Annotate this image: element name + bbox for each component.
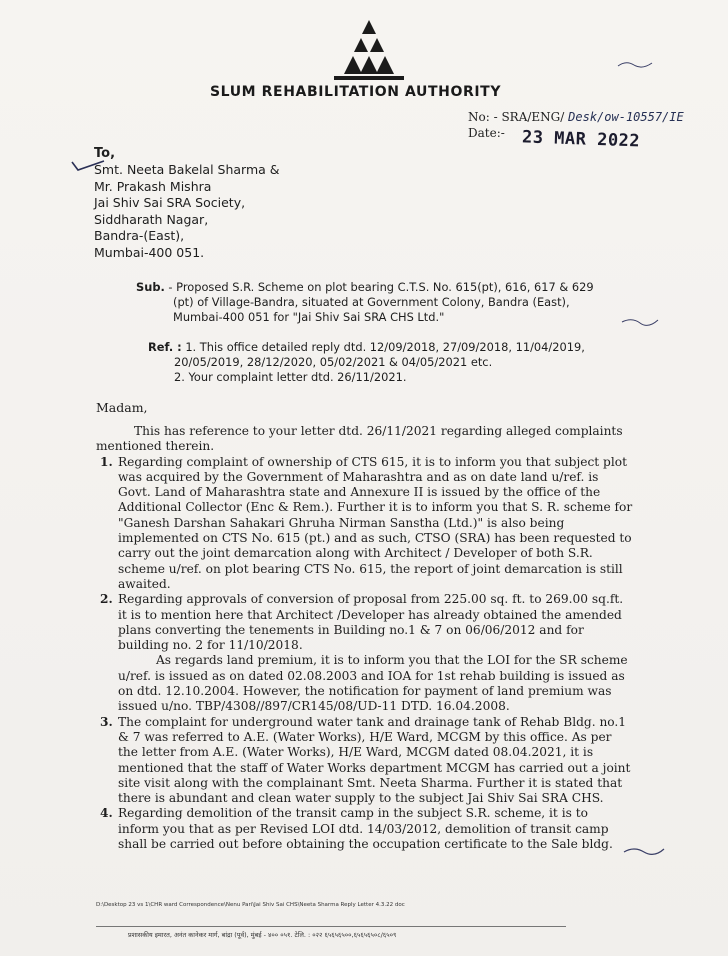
recipient-line: Bandra-(East),: [94, 228, 185, 244]
footer-divider: [96, 926, 566, 927]
reference-line: 20/05/2019, 28/12/2020, 05/02/2021 & 04/05/2021 etc.: [174, 355, 493, 370]
item-line: issued u/no. TBP/4308//897/CR145/08/UD-11 DTD. 16.04.2008.: [118, 699, 510, 714]
reference-line: 2. Your complaint letter dtd. 26/11/2021.: [174, 370, 407, 385]
recipient-address: [94, 162, 394, 262]
item-line: it is to mention here that Architect /Developer has already obtained the amended: [118, 607, 622, 622]
item-line: Regarding demolition of the transit camp in the subject S.R. scheme, it is to: [118, 806, 588, 821]
item-line: Regarding approvals of conversion of proposal from 225.00 sq. ft. to 269.00 sq.ft.: [118, 592, 624, 607]
item-number: 3.: [100, 714, 113, 729]
document-date-label: Date:-: [468, 126, 505, 140]
subject-line: - Proposed S.R. Scheme on plot bearing C.T.S. No. 615(pt), 616, 617 & 629: [168, 280, 594, 294]
footer-file-path: D:\Desktop 23 vs 1\CHR ward Correspondence\Nenu Pari\Jai Shiv Sai CHS\Neeta Sharma Reply Letter 4.3.22 doc: [96, 902, 405, 908]
item-line: awaited.: [118, 576, 171, 591]
recipient-line: Mr. Prakash Mishra: [94, 178, 212, 194]
recipient-line: Mumbai-400 051.: [94, 244, 205, 260]
date-stamp: 23 MAR 2022: [521, 127, 641, 152]
list-item: [96, 455, 648, 593]
reference-block: [148, 340, 668, 386]
item-line: Additional Collector (Enc & Rem.). Further it is to inform you that S. R. scheme for: [118, 500, 633, 515]
item-line: scheme u/ref. on plot bearing CTS No. 615, the report of joint demarcation is still: [118, 561, 623, 576]
subject-line: (pt) of Village-Bandra, situated at Government Colony, Bandra (East),: [173, 295, 570, 310]
item-line: The complaint for underground water tank and drainage tank of Rehab Bldg. no.1: [118, 714, 627, 729]
item-number: 4.: [100, 806, 113, 821]
item-line: implemented on CTS No. 615 (pt.) and as such, CTSO (SRA) has been requested to: [118, 531, 632, 546]
intro-line: This has reference to your letter dtd. 26/11/2021 regarding alleged complaints: [134, 424, 623, 438]
item-line: building no. 2 for 11/10/2018.: [118, 638, 303, 653]
item-line: shall be carried out before obtaining the occupation certificate to the Sale bldg.: [118, 837, 613, 852]
to-label: To,: [94, 146, 116, 161]
recipient-line: Jai Shiv Sai SRA Society,: [94, 195, 246, 211]
item-line: on dtd. 12.10.2004. However, the notification for payment of land premium was: [118, 684, 612, 699]
item-line: plans converting the tenements in Building no.1 & 7 on 06/06/2012 and for: [118, 622, 584, 637]
letter-body: [96, 424, 648, 852]
recipient-line: Siddharath Nagar,: [94, 211, 209, 227]
footer-address: प्रशासकीय इमारत, अनंत कानेकर मार्ग, बांद्रा (पूर्व), मुंबई - ४०० ०५१. टेलि. : ०२२ ६५६५६५००,६५६५६५०८/६५०९: [128, 931, 397, 939]
list-item: [96, 592, 648, 714]
sra-logo-icon: [332, 18, 406, 82]
organization-name: SLUM REHABILITATION AUTHORITY: [210, 84, 502, 100]
list-item: [96, 715, 648, 807]
item-line: Govt. Land of Maharashtra state and Annexure II is issued by the office of the: [118, 485, 601, 500]
item-line: was acquired by the Government of Maharashtra and as on date land u/ref. is: [118, 469, 599, 484]
item-number: 1.: [100, 454, 113, 469]
recipient-line: Smt. Neeta Bakelal Sharma &: [94, 162, 280, 177]
salutation: Madam,: [96, 400, 148, 415]
item-line: the letter from A.E. (Water Works), H/E Ward, MCGM dated 08.04.2021, it is: [118, 745, 594, 760]
subject-label: Sub.: [136, 280, 165, 294]
item-number: 2.: [100, 592, 113, 607]
reference-line: 1. This office detailed reply dtd. 12/09/2018, 27/09/2018, 11/04/2019,: [185, 340, 585, 354]
item-line: there is abundant and clean water supply to the subject Jai Shiv Sai SRA CHS.: [118, 791, 604, 806]
subject-block: [136, 280, 656, 326]
pen-mark-icon: [622, 844, 666, 858]
item-line: mentioned that the staff of Water Works department MCGM has carried out a joint: [118, 760, 631, 775]
subject-line: Mumbai-400 051 for "Jai Shiv Sai SRA CHS Ltd.": [173, 310, 445, 325]
pen-mark-icon: [620, 316, 660, 328]
item-line: inform you that as per Revised LOI dtd. 14/03/2012, demolition of transit camp: [118, 821, 609, 836]
item-line: "Ganesh Darshan Sahakari Ghruha Nirman Sanstha (Ltd.)" is also being: [118, 515, 565, 530]
reference-label: Ref. :: [148, 340, 182, 354]
document-number-handwritten: Desk/ow-10557/IE: [568, 110, 684, 124]
document-number: [468, 110, 684, 124]
item-line: As regards land premium, it is to inform you that the LOI for the SR scheme: [156, 653, 628, 668]
item-line: u/ref. is issued as on dated 02.08.2003 and IOA for 1st rehab building is issued as: [118, 668, 625, 683]
item-line: & 7 was referred to A.E. (Water Works), H/E Ward, MCGM by this office. As per: [118, 729, 612, 744]
item-line: Regarding complaint of ownership of CTS 615, it is to inform you that subject plot: [118, 454, 627, 469]
pen-mark-icon: [616, 58, 656, 70]
item-line: carry out the joint demarcation along with Architect / Developer of both S.R.: [118, 546, 593, 561]
item-line: site visit along with the complainant Smt. Neeta Sharma. Further it is stated that: [118, 775, 623, 790]
intro-line: mentioned therein.: [96, 439, 215, 454]
list-item: [96, 806, 648, 852]
document-number-label: No: - SRA/ENG/: [468, 110, 565, 124]
